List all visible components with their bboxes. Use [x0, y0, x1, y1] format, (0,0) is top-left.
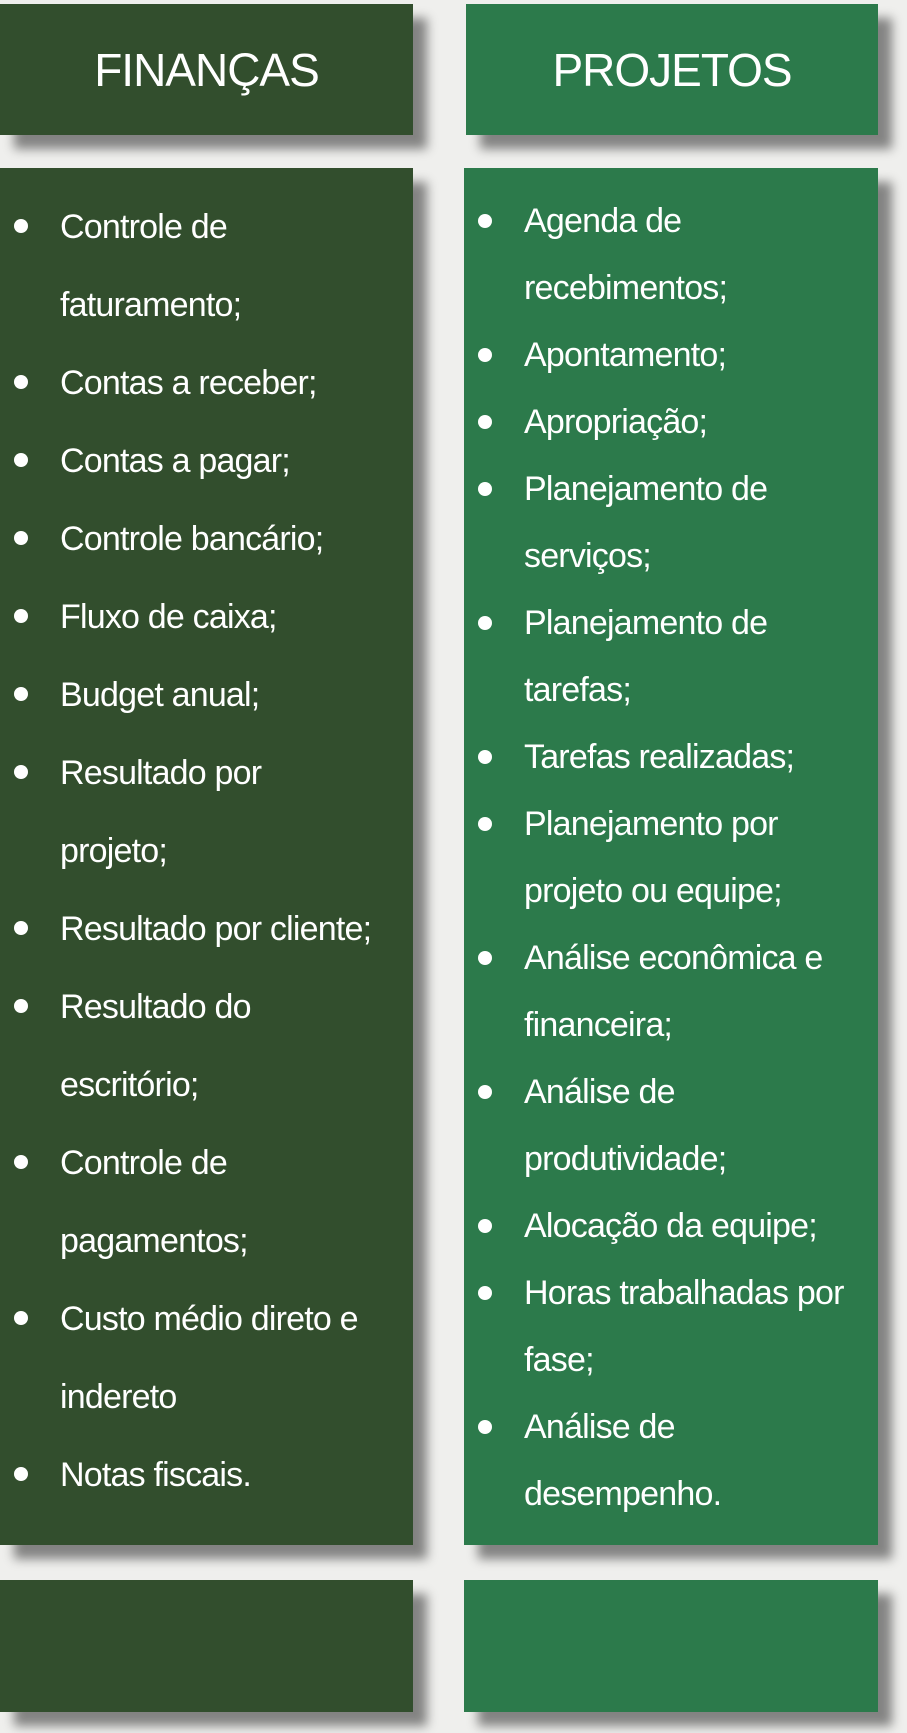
list-item: Fluxo de caixa; [0, 578, 413, 656]
bullet-icon [478, 415, 492, 429]
bullet-icon [478, 616, 492, 630]
financas-header [0, 4, 413, 135]
list-item: Planejamento por projeto ou equipe; [464, 791, 878, 925]
bullet-icon [478, 214, 492, 228]
list-item: Tarefas realizadas; [464, 724, 878, 791]
projetos-list [464, 188, 878, 1528]
bullet-icon [14, 219, 28, 233]
bullet-icon [14, 453, 28, 467]
list-item: Resultado do escritório; [0, 968, 413, 1124]
list-item: Resultado por cliente; [0, 890, 413, 968]
bullet-icon [478, 1219, 492, 1233]
financas-list-panel [0, 168, 413, 1545]
bullet-icon [14, 1311, 28, 1325]
bullet-icon [14, 1467, 28, 1481]
bullet-icon [478, 817, 492, 831]
bullet-icon [14, 765, 28, 779]
list-item: Contas a pagar; [0, 422, 413, 500]
list-item: Alocação da equipe; [464, 1193, 878, 1260]
projetos-footer-block [464, 1580, 878, 1712]
bullet-icon [478, 1420, 492, 1434]
list-item: Análise econômica e financeira; [464, 925, 878, 1059]
list-item: Análise de produtividade; [464, 1059, 878, 1193]
list-item: Agenda de recebimentos; [464, 188, 878, 322]
bullet-icon [478, 482, 492, 496]
list-item: Apropriação; [464, 389, 878, 456]
list-item: Controle de pagamentos; [0, 1124, 413, 1280]
list-item: Controle de faturamento; [0, 188, 413, 344]
list-item: Planejamento de tarefas; [464, 590, 878, 724]
bullet-icon [478, 750, 492, 764]
bullet-icon [14, 1155, 28, 1169]
projetos-header [466, 4, 878, 135]
bullet-icon [14, 999, 28, 1013]
bullet-icon [14, 531, 28, 545]
bullet-icon [478, 348, 492, 362]
bullet-icon [14, 609, 28, 623]
projetos-list-panel [464, 168, 878, 1545]
projetos-title: PROJETOS [552, 43, 792, 96]
financas-footer-block [0, 1580, 413, 1712]
bullet-icon [14, 687, 28, 701]
bullet-icon [478, 951, 492, 965]
list-item: Budget anual; [0, 656, 413, 734]
bullet-icon [478, 1085, 492, 1099]
list-item: Planejamento de serviços; [464, 456, 878, 590]
list-item: Notas fiscais. [0, 1436, 413, 1514]
list-item: Contas a receber; [0, 344, 413, 422]
list-item: Apontamento; [464, 322, 878, 389]
financas-list [0, 188, 413, 1514]
financas-title: FINANÇAS [94, 43, 319, 96]
list-item: Custo médio direto e indereto [0, 1280, 413, 1436]
bullet-icon [14, 921, 28, 935]
list-item: Controle bancário; [0, 500, 413, 578]
list-item: Resultado por projeto; [0, 734, 413, 890]
bullet-icon [14, 375, 28, 389]
bullet-icon [478, 1286, 492, 1300]
list-item: Horas trabalhadas por fase; [464, 1260, 878, 1394]
list-item: Análise de desempenho. [464, 1394, 878, 1528]
